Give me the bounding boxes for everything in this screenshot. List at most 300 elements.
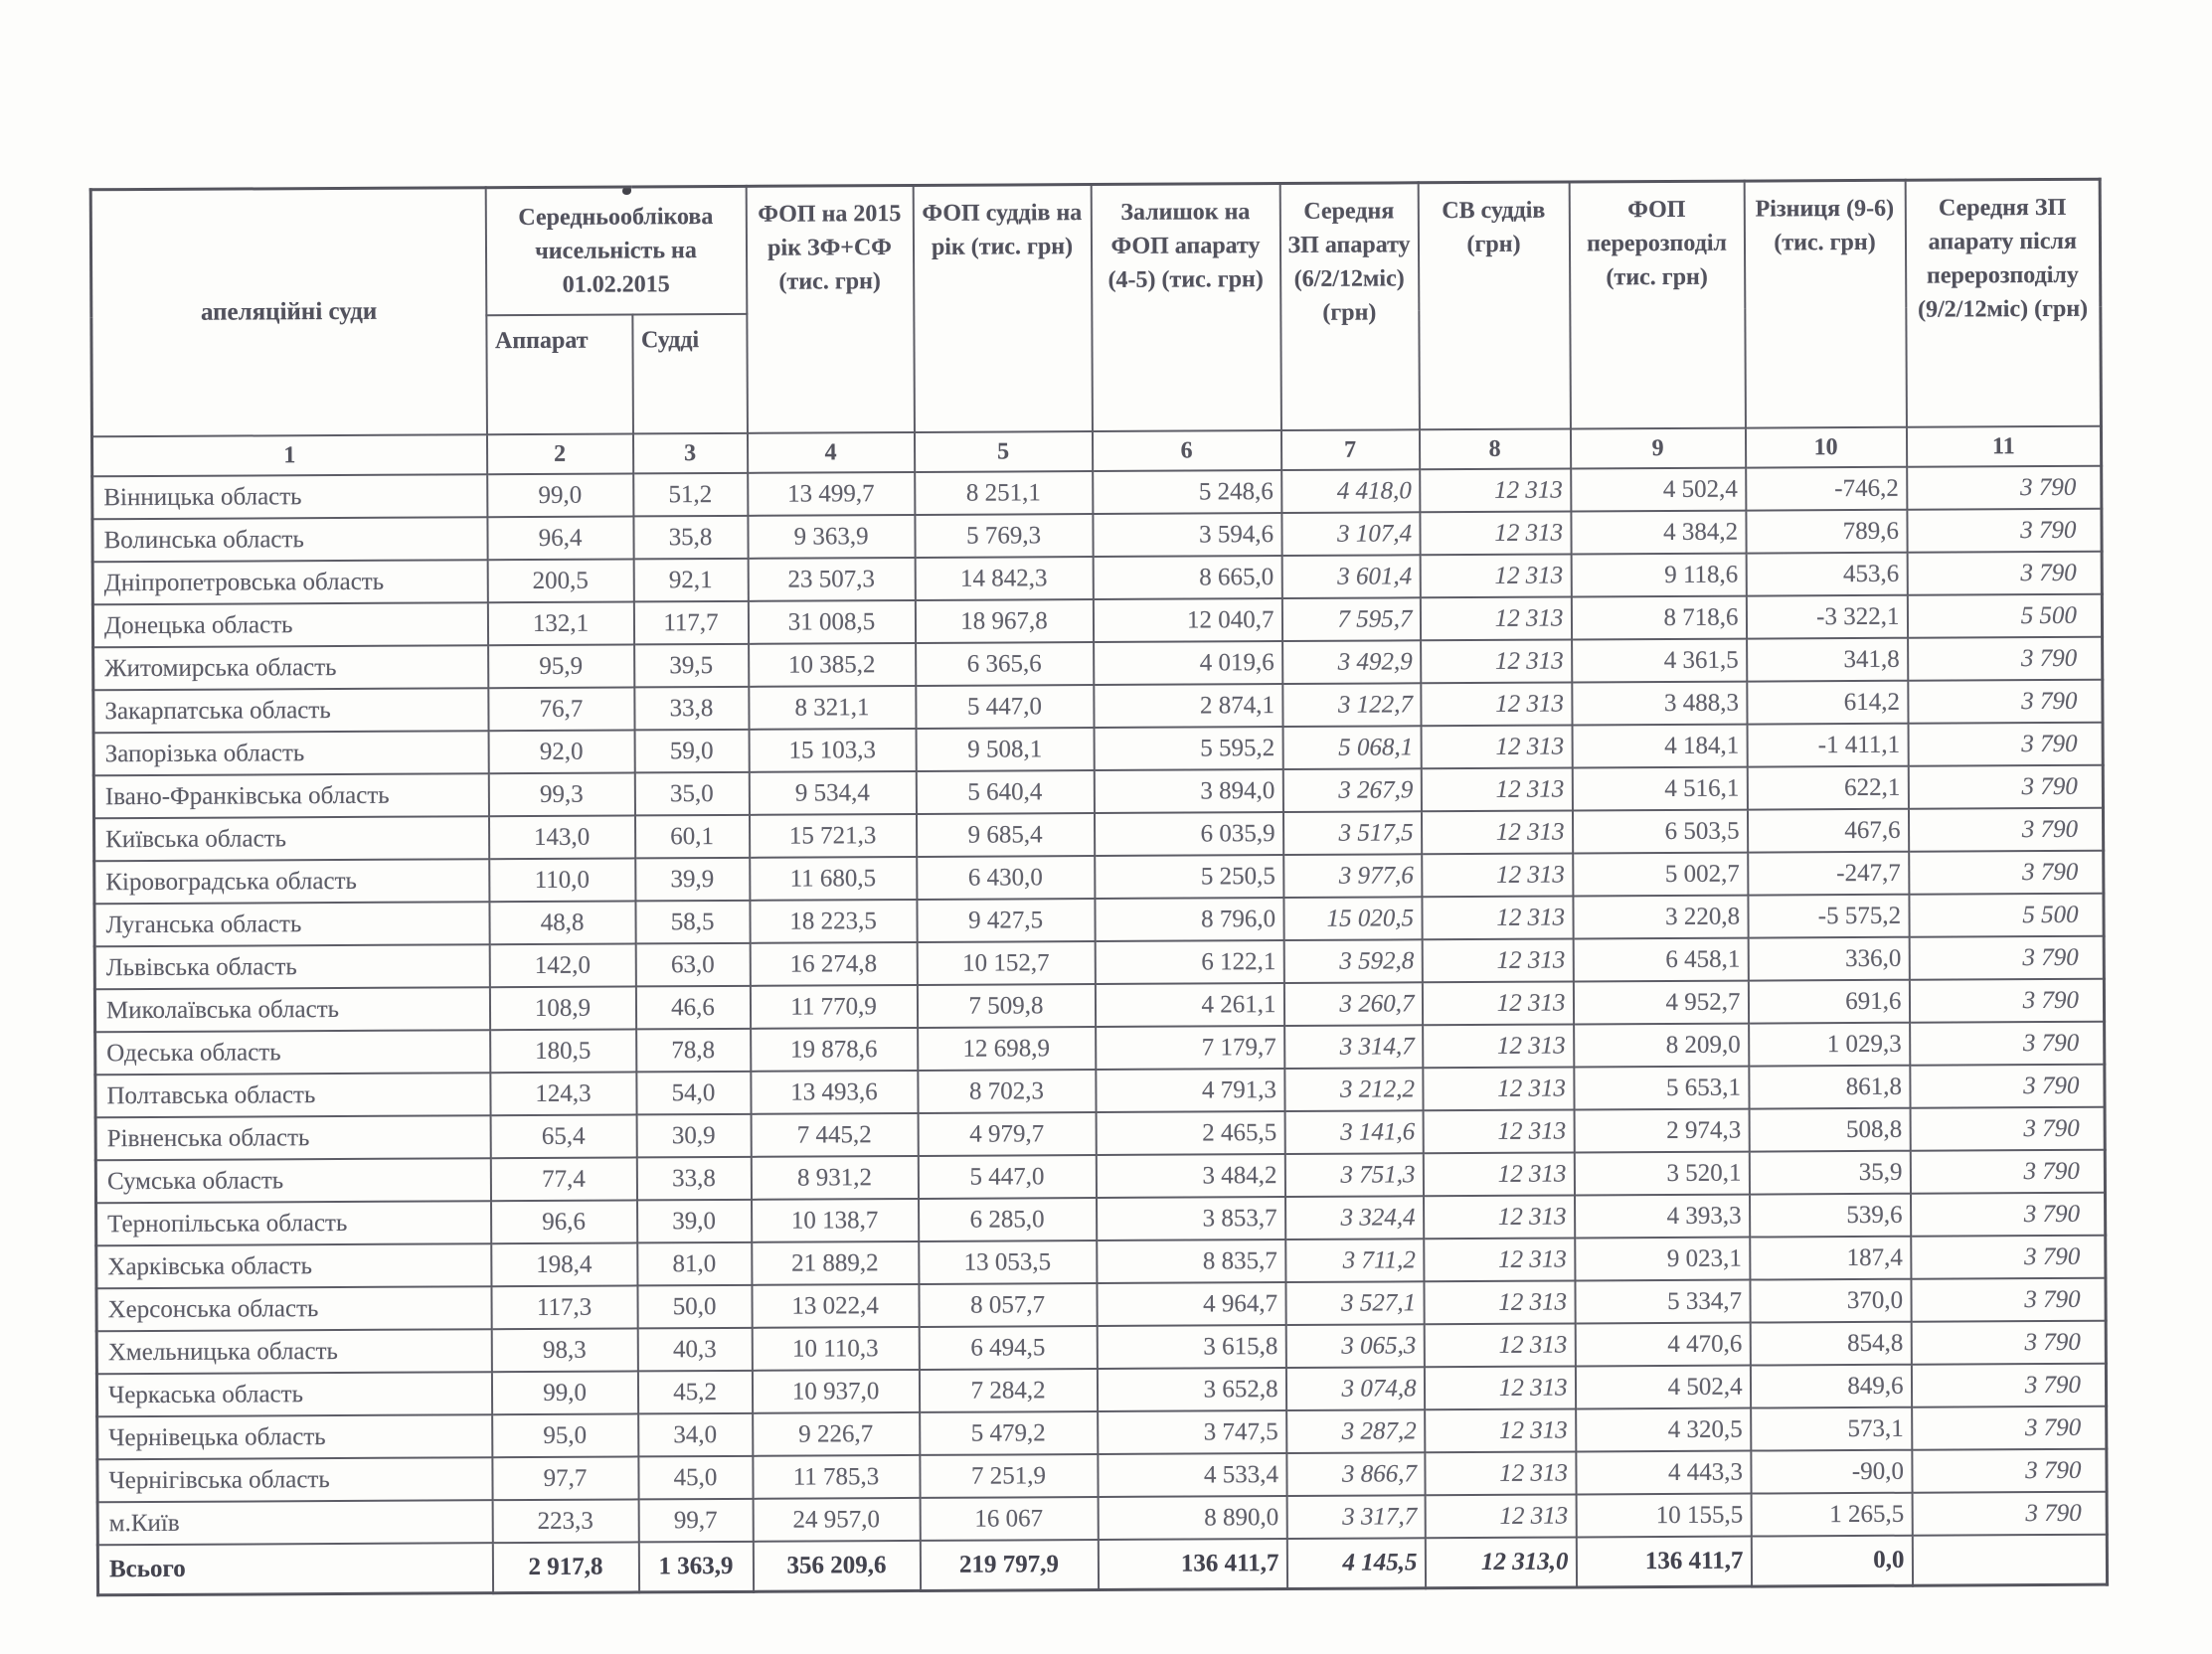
value-cell: 35,9 (1749, 1151, 1910, 1195)
value-cell: 3 853,7 (1097, 1197, 1285, 1240)
value-cell: 117,3 (491, 1285, 637, 1329)
value-cell: 3 074,8 (1285, 1367, 1424, 1410)
table-header (90, 179, 2101, 476)
value-cell: 4 791,3 (1096, 1069, 1284, 1112)
value-cell: 13 022,4 (752, 1284, 919, 1328)
value-cell: 108,9 (489, 986, 635, 1030)
value-cell: -3 322,1 (1746, 595, 1907, 639)
value-cell: 15 020,5 (1283, 897, 1422, 940)
value-cell: 12 313 (1424, 1238, 1575, 1281)
value-cell: 33,8 (636, 1157, 751, 1201)
value-cell: 691,6 (1748, 980, 1909, 1024)
value-cell: 12 313 (1423, 1152, 1574, 1196)
value-cell: 6 458,1 (1573, 938, 1748, 982)
header-avg-salary-staff: Середня ЗП апарату (6/2/12міс) (грн) (1279, 183, 1419, 430)
value-cell: 12 313 (1420, 555, 1571, 598)
value-cell: 3 212,2 (1284, 1068, 1423, 1111)
value-cell: 9 226,7 (753, 1412, 920, 1456)
value-cell: 336,0 (1748, 937, 1909, 981)
header-row-1 (90, 179, 2101, 317)
value-cell: 8 209,0 (1574, 1024, 1749, 1068)
value-cell: 3 484,2 (1096, 1154, 1284, 1198)
value-cell: 96,6 (491, 1200, 637, 1243)
value-cell: 3 107,4 (1281, 512, 1420, 556)
value-cell: -1 411,1 (1747, 724, 1908, 767)
header-average-headcount: Середньооблікова чисельність на 01.02.2015 (485, 186, 747, 315)
row-name-cell: Сумська область (95, 1158, 490, 1203)
value-cell: 78,8 (636, 1029, 751, 1073)
column-number: 1 (91, 434, 486, 476)
value-cell: 12 313,0 (1425, 1537, 1576, 1587)
value-cell: 223,3 (492, 1499, 638, 1543)
header-sv-judges: СВ суддів (грн) (1418, 182, 1570, 429)
value-cell: 6 365,6 (916, 642, 1094, 686)
value-cell: 9 118,6 (1571, 554, 1746, 597)
value-cell: 60,1 (634, 815, 749, 859)
row-name-cell: Закарпатська область (93, 688, 488, 733)
value-cell: 96,4 (487, 516, 633, 560)
value-cell: 4 184,1 (1572, 725, 1747, 768)
column-number: 8 (1419, 429, 1570, 470)
row-name-cell: м.Київ (97, 1500, 492, 1545)
value-cell: 5 248,6 (1093, 470, 1281, 514)
row-name-cell: Хмельницька область (96, 1329, 491, 1374)
value-cell: 3 324,4 (1285, 1196, 1424, 1240)
value-cell: 99,7 (638, 1499, 753, 1543)
value-cell: 5 500 (1909, 894, 2104, 937)
value-cell: 13 493,6 (751, 1071, 918, 1114)
value-cell: 3 790 (1908, 808, 2103, 852)
value-cell: 5 068,1 (1282, 726, 1421, 769)
row-name-cell: Кіровоградська область (94, 859, 489, 904)
value-cell: 12 313 (1421, 767, 1572, 811)
value-cell: 8 931,2 (751, 1156, 918, 1200)
value-cell: 39,5 (634, 644, 749, 688)
column-number: 11 (1906, 426, 2101, 467)
value-cell: 59,0 (634, 730, 749, 773)
value-cell: 5 500 (1907, 594, 2102, 638)
value-cell: 3 790 (1907, 509, 2102, 553)
value-cell: 11 785,3 (753, 1455, 920, 1499)
value-cell: 13 499,7 (748, 472, 915, 516)
value-cell: 3 790 (1911, 1278, 2106, 1322)
value-cell: 2 974,3 (1574, 1109, 1749, 1153)
value-cell: 13 053,5 (919, 1240, 1097, 1284)
value-cell: 3 790 (1912, 1406, 2107, 1450)
value-cell: 50,0 (637, 1285, 752, 1329)
value-cell: 12 313 (1421, 682, 1572, 726)
value-cell: 3 517,5 (1282, 811, 1421, 855)
value-cell: 861,8 (1749, 1066, 1910, 1109)
value-cell: 467,6 (1747, 809, 1908, 853)
value-cell: 4 516,1 (1572, 767, 1747, 811)
value-cell: 9 427,5 (917, 899, 1095, 942)
column-number: 2 (486, 433, 632, 474)
value-cell: 12 698,9 (918, 1027, 1096, 1071)
value-cell: 136 411,7 (1576, 1537, 1751, 1587)
value-cell: 3 866,7 (1286, 1452, 1425, 1496)
column-number: 7 (1280, 429, 1419, 470)
value-cell: 9 685,4 (916, 813, 1094, 857)
value-cell: 3 790 (1910, 1107, 2105, 1151)
value-cell: 8 796,0 (1095, 898, 1283, 941)
header-difference: Різниця (9-6) (тис. грн) (1744, 180, 1906, 427)
value-cell: 4 384,2 (1571, 511, 1746, 555)
value-cell: 5 002,7 (1573, 853, 1748, 897)
value-cell: 12 313 (1421, 639, 1572, 683)
header-fop-redistribution: ФОП перерозподіл (тис. грн) (1569, 181, 1745, 428)
value-cell: 3 977,6 (1283, 854, 1422, 898)
row-name-cell: Запорізька область (93, 731, 488, 775)
value-cell: 5 640,4 (916, 770, 1094, 814)
value-cell: 4 361,5 (1572, 639, 1747, 683)
value-cell: 3 790 (1908, 637, 2103, 681)
value-cell: 9 023,1 (1575, 1238, 1750, 1281)
value-cell: 6 430,0 (917, 856, 1095, 900)
value-cell: 124,3 (490, 1072, 636, 1115)
value-cell: 5 334,7 (1575, 1280, 1750, 1324)
header-fop-remainder: Залишок на ФОП апарату (4-5) (тис. грн) (1091, 184, 1280, 431)
value-cell: 12 313 (1422, 938, 1573, 982)
value-cell: 34,0 (638, 1413, 753, 1457)
value-cell: 14 842,3 (915, 557, 1093, 600)
courts-table (89, 178, 2109, 1597)
value-cell: 11 680,5 (750, 857, 917, 901)
value-cell: 3 790 (1907, 466, 2102, 510)
value-cell: 19 878,6 (751, 1028, 918, 1072)
value-cell: 7 284,2 (919, 1369, 1097, 1412)
value-cell: 4 261,1 (1095, 983, 1283, 1027)
value-cell: 4 952,7 (1573, 981, 1748, 1025)
value-cell: 0,0 (1751, 1536, 1912, 1586)
row-name-cell: Харківська область (96, 1243, 491, 1288)
value-cell: 614,2 (1747, 681, 1908, 725)
value-cell: 39,9 (635, 858, 750, 902)
value-cell: 3 894,0 (1094, 769, 1282, 813)
value-cell: 8 702,3 (918, 1070, 1096, 1113)
value-cell: 8 251,1 (915, 471, 1093, 515)
value-cell: 4 502,4 (1575, 1366, 1750, 1409)
value-cell: -247,7 (1748, 852, 1909, 896)
value-cell: 180,5 (490, 1029, 636, 1073)
value-cell: 5 447,0 (916, 685, 1094, 729)
value-cell: 12 313 (1425, 1408, 1576, 1452)
row-name-cell: Черкаська область (96, 1372, 491, 1416)
value-cell: 3 065,3 (1285, 1324, 1424, 1368)
row-name-cell: Івано-Франківська область (93, 773, 488, 818)
value-cell: 12 313 (1425, 1451, 1576, 1495)
value-cell: 10 385,2 (749, 643, 916, 687)
value-cell: 142,0 (489, 943, 635, 987)
value-cell: 3 790 (1910, 1022, 2105, 1066)
value-cell: 92,1 (633, 559, 748, 602)
value-cell: 10 152,7 (917, 941, 1095, 985)
value-cell: 5 447,0 (918, 1155, 1096, 1199)
value-cell: 1 363,9 (638, 1542, 753, 1592)
value-cell: 12 313 (1420, 469, 1571, 513)
value-cell: 3 592,8 (1283, 939, 1422, 983)
value-cell: 12 313 (1422, 981, 1573, 1025)
column-number: 9 (1570, 428, 1745, 469)
value-cell: 110,0 (489, 858, 635, 902)
value-cell: 3 747,5 (1098, 1410, 1286, 1454)
row-name-cell: Полтавська область (95, 1073, 490, 1117)
value-cell: 3 601,4 (1281, 555, 1420, 598)
header-appellate-courts: апеляційні суди (90, 188, 486, 437)
value-cell: 92,0 (488, 730, 634, 773)
value-cell: 11 770,9 (750, 985, 917, 1029)
row-name-cell: Дніпропетровська область (92, 560, 487, 604)
value-cell: 12 313 (1423, 1109, 1574, 1153)
value-cell: 8 665,0 (1093, 556, 1281, 599)
value-cell: 8 057,7 (919, 1283, 1097, 1327)
value-cell: 622,1 (1747, 766, 1908, 810)
value-cell: 849,6 (1750, 1365, 1911, 1408)
value-cell: 46,6 (635, 986, 750, 1030)
value-cell: 341,8 (1747, 638, 1908, 682)
value-cell: 10 155,5 (1576, 1494, 1751, 1538)
value-cell: 12 313 (1425, 1494, 1576, 1538)
value-cell: 573,1 (1751, 1407, 1912, 1451)
value-cell: 4 443,3 (1576, 1451, 1751, 1495)
value-cell: 7 251,9 (920, 1454, 1098, 1498)
value-cell: 35,0 (634, 772, 749, 816)
value-cell: 81,0 (637, 1242, 752, 1286)
value-cell: 5 769,3 (915, 514, 1093, 558)
value-cell: 24 957,0 (753, 1498, 920, 1542)
value-cell: 8 890,0 (1098, 1496, 1286, 1540)
value-cell: 3 790 (1908, 680, 2103, 724)
value-cell: 132,1 (487, 601, 633, 645)
value-cell: 15 721,3 (750, 814, 917, 858)
value-cell: 4 145,5 (1286, 1538, 1425, 1588)
value-cell: 5 595,2 (1094, 727, 1282, 770)
value-cell: 12 313 (1420, 512, 1571, 556)
value-cell: 6 494,5 (919, 1326, 1097, 1370)
value-cell: 12 313 (1421, 725, 1572, 768)
value-cell: 31 008,5 (748, 600, 915, 644)
row-name-cell: Чернівецька область (97, 1414, 492, 1459)
value-cell: 12 313 (1424, 1280, 1575, 1324)
subheader-suddi: Судді (632, 314, 748, 434)
value-cell: 3 711,2 (1285, 1239, 1424, 1282)
value-cell: 3 790 (1909, 851, 2104, 895)
value-cell: 3 790 (1912, 1492, 2107, 1536)
value-cell: 45,2 (637, 1371, 752, 1414)
value-cell: 99,0 (491, 1371, 637, 1414)
value-cell: 200,5 (487, 559, 633, 602)
value-cell: 4 502,4 (1571, 468, 1746, 512)
value-cell: 8 718,6 (1571, 596, 1746, 640)
value-cell: 23 507,3 (748, 558, 915, 601)
row-name-cell: Рівненська область (95, 1115, 490, 1160)
value-cell: 4 979,7 (918, 1112, 1096, 1156)
value-cell: 21 889,2 (752, 1241, 919, 1285)
header-avg-salary-after: Середня ЗП апарату після перерозподілу (9/2/12міс) (грн) (1905, 179, 2101, 427)
value-cell: 35,8 (633, 516, 748, 560)
value-cell: 5 653,1 (1574, 1067, 1749, 1110)
value-cell: 4 964,7 (1097, 1282, 1285, 1326)
value-cell: 3 652,8 (1097, 1368, 1285, 1411)
column-number: 5 (914, 431, 1092, 472)
value-cell: 4 418,0 (1281, 469, 1420, 513)
value-cell: 3 594,6 (1093, 513, 1281, 557)
value-cell: 3 790 (1910, 1065, 2105, 1108)
value-cell: 3 790 (1911, 1236, 2106, 1279)
value-cell: 5 479,2 (920, 1411, 1098, 1455)
value-cell: 3 267,9 (1282, 768, 1421, 812)
value-cell: 3 790 (1908, 723, 2103, 766)
row-name-cell: Житомирська область (93, 645, 488, 690)
value-cell: 40,3 (637, 1328, 752, 1372)
value-cell: 18 967,8 (915, 599, 1093, 643)
value-cell: 3 492,9 (1282, 640, 1421, 684)
value-cell: 3 790 (1909, 979, 2104, 1023)
value-cell: 30,9 (636, 1114, 751, 1158)
column-number: 10 (1745, 427, 1906, 468)
value-cell: 3 790 (1911, 1193, 2106, 1237)
value-cell: 54,0 (636, 1072, 751, 1115)
row-name-cell: Київська область (93, 816, 488, 861)
value-cell: 3 615,8 (1097, 1325, 1285, 1369)
value-cell: 3 790 (1912, 1449, 2107, 1493)
value-cell: 9 534,4 (749, 771, 916, 815)
subheader-apparat: Аппарат (486, 314, 633, 434)
value-cell: 3 141,6 (1284, 1110, 1423, 1154)
value-cell: 117,7 (633, 601, 748, 645)
value-cell: 6 285,0 (919, 1198, 1097, 1241)
value-cell: 198,4 (491, 1242, 637, 1286)
value-cell: 3 790 (1910, 1150, 2105, 1194)
value-cell: 3 220,8 (1573, 896, 1748, 939)
value-cell: 12 313 (1423, 1067, 1574, 1110)
value-cell: 3 790 (1909, 936, 2104, 980)
column-number: 6 (1092, 430, 1280, 471)
column-number: 4 (747, 432, 914, 473)
value-cell: 99,0 (487, 473, 633, 517)
totals-row (97, 1535, 2107, 1595)
value-cell (1912, 1535, 2107, 1586)
value-cell: 6 035,9 (1094, 812, 1282, 856)
value-cell: 76,7 (488, 687, 634, 731)
value-cell: 12 313 (1420, 597, 1571, 641)
value-cell: 65,4 (490, 1114, 636, 1158)
row-name-cell: Херсонська область (96, 1286, 491, 1331)
value-cell: -746,2 (1746, 467, 1907, 511)
value-cell: 3 260,7 (1283, 982, 1422, 1026)
value-cell: -5 575,2 (1748, 895, 1909, 938)
header-fop-judges: ФОП суддів на рік (тис. грн) (913, 185, 1092, 432)
value-cell: 51,2 (633, 473, 748, 517)
value-cell: 219 797,9 (920, 1540, 1098, 1590)
value-cell: 63,0 (635, 943, 750, 987)
value-cell: 3 790 (1911, 1364, 2106, 1407)
value-cell: 854,8 (1750, 1322, 1911, 1366)
value-cell: 3 287,2 (1286, 1409, 1425, 1453)
value-cell: 136 411,7 (1098, 1539, 1286, 1589)
value-cell: 3 314,7 (1284, 1025, 1423, 1069)
value-cell: 12 313 (1424, 1323, 1575, 1367)
value-cell: 16 067 (920, 1497, 1098, 1541)
table-container (89, 178, 2106, 1597)
value-cell: 1 029,3 (1749, 1023, 1910, 1067)
value-cell: 1 265,5 (1751, 1493, 1912, 1537)
value-cell: 16 274,8 (750, 942, 917, 986)
value-cell: 2 465,5 (1096, 1111, 1284, 1155)
value-cell: 2 874,1 (1094, 684, 1282, 728)
value-cell: 58,5 (635, 901, 750, 944)
value-cell: 7 509,8 (917, 984, 1095, 1028)
value-cell: 4 533,4 (1098, 1453, 1286, 1497)
row-name-cell: Чернігівська область (97, 1457, 492, 1502)
value-cell: 12 313 (1423, 1024, 1574, 1068)
value-cell: 39,0 (637, 1200, 752, 1243)
row-name-cell: Одеська область (95, 1030, 490, 1075)
value-cell: 95,9 (488, 644, 634, 688)
value-cell: 12 313 (1422, 853, 1573, 897)
value-cell: 3 790 (1907, 552, 2102, 595)
value-cell: 4 019,6 (1094, 641, 1282, 685)
value-cell: 356 209,6 (753, 1541, 920, 1591)
value-cell: 539,6 (1750, 1194, 1911, 1238)
value-cell: 2 917,8 (492, 1542, 638, 1592)
value-cell: 18 223,5 (750, 900, 917, 943)
value-cell: 12 313 (1421, 810, 1572, 854)
row-name-cell: Миколаївська область (94, 987, 489, 1032)
value-cell: -90,0 (1751, 1450, 1912, 1494)
value-cell: 48,8 (489, 901, 635, 944)
row-name-cell: Луганська область (94, 902, 489, 946)
value-cell: 9 508,1 (916, 728, 1094, 771)
value-cell: 45,0 (638, 1456, 753, 1500)
row-name-cell: Львівська область (94, 944, 489, 989)
row-name-cell: Донецька область (92, 602, 487, 647)
value-cell: 3 751,3 (1284, 1153, 1423, 1197)
value-cell: 4 393,3 (1575, 1195, 1750, 1239)
value-cell: 3 790 (1908, 765, 2103, 809)
value-cell: 7 595,7 (1281, 597, 1420, 641)
value-cell: 77,4 (490, 1157, 636, 1201)
value-cell: 6 503,5 (1572, 810, 1747, 854)
value-cell: 95,0 (492, 1413, 638, 1457)
value-cell: 12 313 (1424, 1366, 1575, 1409)
value-cell: 3 527,1 (1285, 1281, 1424, 1325)
value-cell: 99,3 (488, 772, 634, 816)
value-cell: 9 363,9 (748, 515, 915, 559)
value-cell: 3 790 (1911, 1321, 2106, 1365)
row-name-cell: Волинська область (92, 517, 487, 562)
value-cell: 7 179,7 (1096, 1026, 1284, 1070)
value-cell: 12 313 (1422, 896, 1573, 939)
value-cell: 3 520,1 (1574, 1152, 1749, 1196)
value-cell: 6 122,1 (1095, 940, 1283, 984)
value-cell: 789,6 (1746, 510, 1907, 554)
column-number: 3 (632, 433, 747, 474)
value-cell: 453,6 (1746, 553, 1907, 596)
value-cell: 8 835,7 (1097, 1240, 1285, 1283)
value-cell: 33,8 (634, 687, 749, 731)
value-cell: 3 317,7 (1286, 1495, 1425, 1539)
value-cell: 3 488,3 (1572, 682, 1747, 726)
value-cell: 10 138,7 (752, 1199, 919, 1242)
value-cell: 7 445,2 (751, 1113, 918, 1157)
value-cell: 3 122,7 (1282, 683, 1421, 727)
value-cell: 508,8 (1749, 1108, 1910, 1152)
value-cell: 15 103,3 (749, 729, 916, 772)
value-cell: 8 321,1 (749, 686, 916, 730)
value-cell: 12 040,7 (1093, 598, 1281, 642)
value-cell: 4 320,5 (1576, 1408, 1751, 1452)
